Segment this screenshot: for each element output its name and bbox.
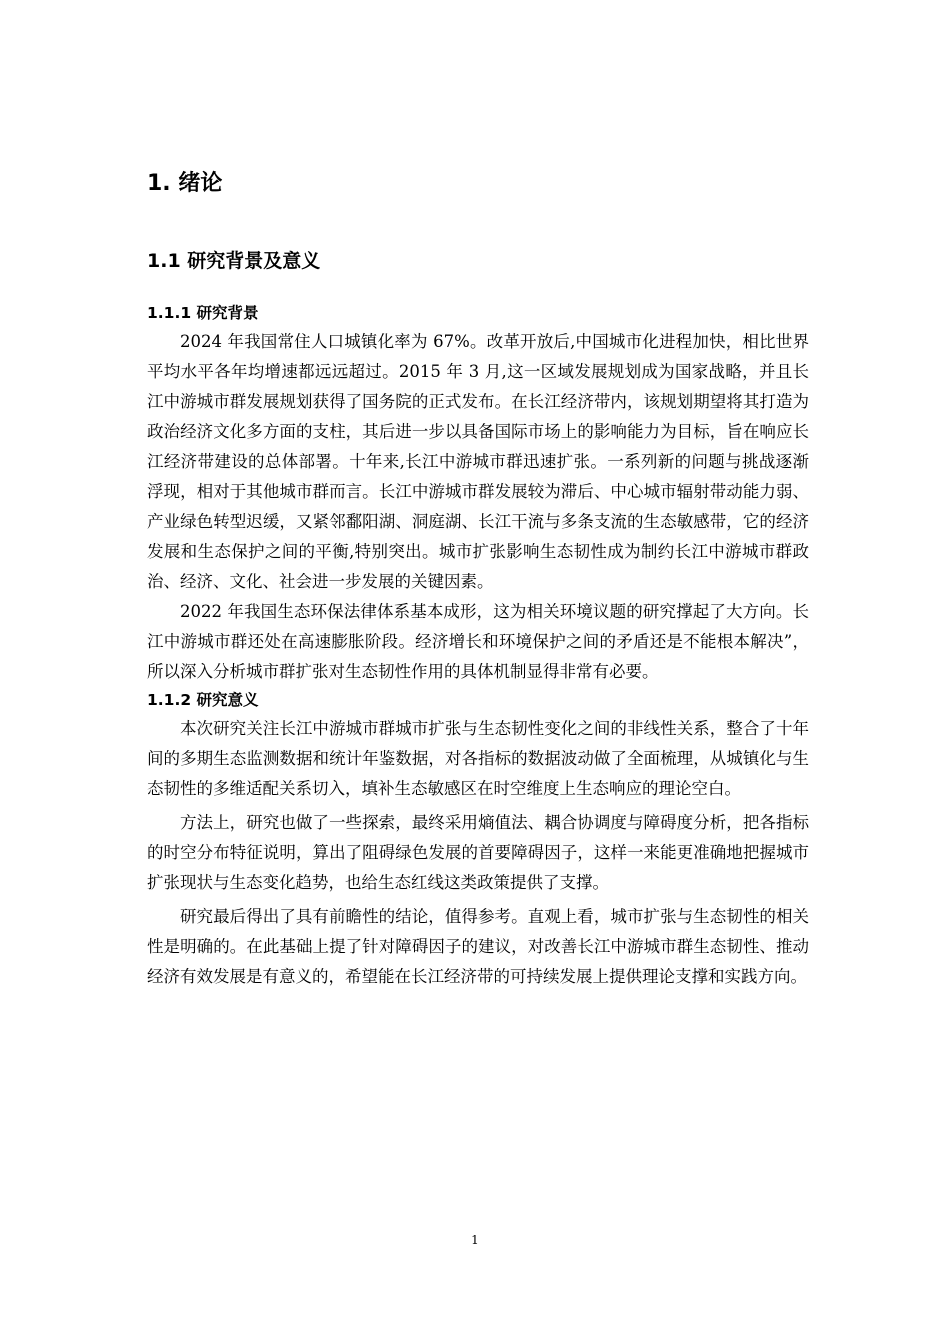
subsection-heading-significance: 1.1.2 研究意义 bbox=[147, 691, 259, 709]
background-paragraph-1: 2024 年我国常住人口城镇化率为 67%。改革开放后,中国城市化进程加快，相比世界平均水平各年均增速都远远超过。2015 年 3 月,这一区域发展规划成为国家战略，并且长江中游城市群发展规划获得了国务院的正式发布。在长江经济带内，该规划期望将其打造为政治经济文化多方面的支柱，其后进一步以具备国际市场上的影响能力为目标，旨在响应长江经济带建设的总体部署。十年来,长江中游城市群迅速扩张。一系列新的问题与挑战逐渐浮现，相对于其他城市群而言。长江中游城市群发展较为滞后、中心城市辐射带动能力弱、产业绿色转型迟缓，又紧邻鄱阳湖、洞庭湖、长江干流与多条支流的生态敏感带，它的经济发展和生态保护之间的平衡,特别突出。城市扩张影响生态韧性成为制约长江中游城市群政治、经济、文化、社会进一步发展的关键因素。 bbox=[147, 332, 809, 591]
page-number: 1 bbox=[471, 1233, 479, 1247]
chapter-heading: 1. 绪论 bbox=[147, 171, 223, 196]
significance-paragraph-3: 研究最后得出了具有前瞻性的结论，值得参考。直观上看，城市扩张与生态韧性的相关性是明确的。在此基础上提了针对障碍因子的建议，对改善长江中游城市群生态韧性、推动经济有效发展是有意义的，希望能在长江经济带的可持续发展上提供理论支撑和实践方向。 bbox=[147, 907, 809, 986]
document-body bbox=[147, 300, 809, 992]
significance-paragraph-2: 方法上，研究也做了一些探索，最终采用熵值法、耦合协调度与障碍度分析，把各指标的时空分布特征说明，算出了阻碍绿色发展的首要障碍因子，这样一来能更准确地把握城市扩张现状与生态变化趋势，也给生态红线这类政策提供了支撑。 bbox=[147, 813, 809, 892]
significance-paragraph-1: 本次研究关注长江中游城市群城市扩张与生态韧性变化之间的非线性关系，整合了十年间的多期生态监测数据和统计年鉴数据，对各指标的数据波动做了全面梳理，从城镇化与生态韧性的多维适配关系切入，填补生态敏感区在时空维度上生态响应的理论空白。 bbox=[147, 719, 809, 798]
section-heading: 1.1 研究背景及意义 bbox=[147, 250, 321, 272]
background-paragraph-2: 2022 年我国生态环保法律体系基本成形，这为相关环境议题的研究撑起了大方向。长江中游城市群还处在高速膨胀阶段。经济增长和环境保护之间的矛盾还是不能根本解决”，所以深入分析城市群扩张对生态韧性作用的具体机制显得非常有必要。 bbox=[147, 602, 809, 681]
subsection-heading-background: 1.1.1 研究背景 bbox=[147, 304, 259, 322]
